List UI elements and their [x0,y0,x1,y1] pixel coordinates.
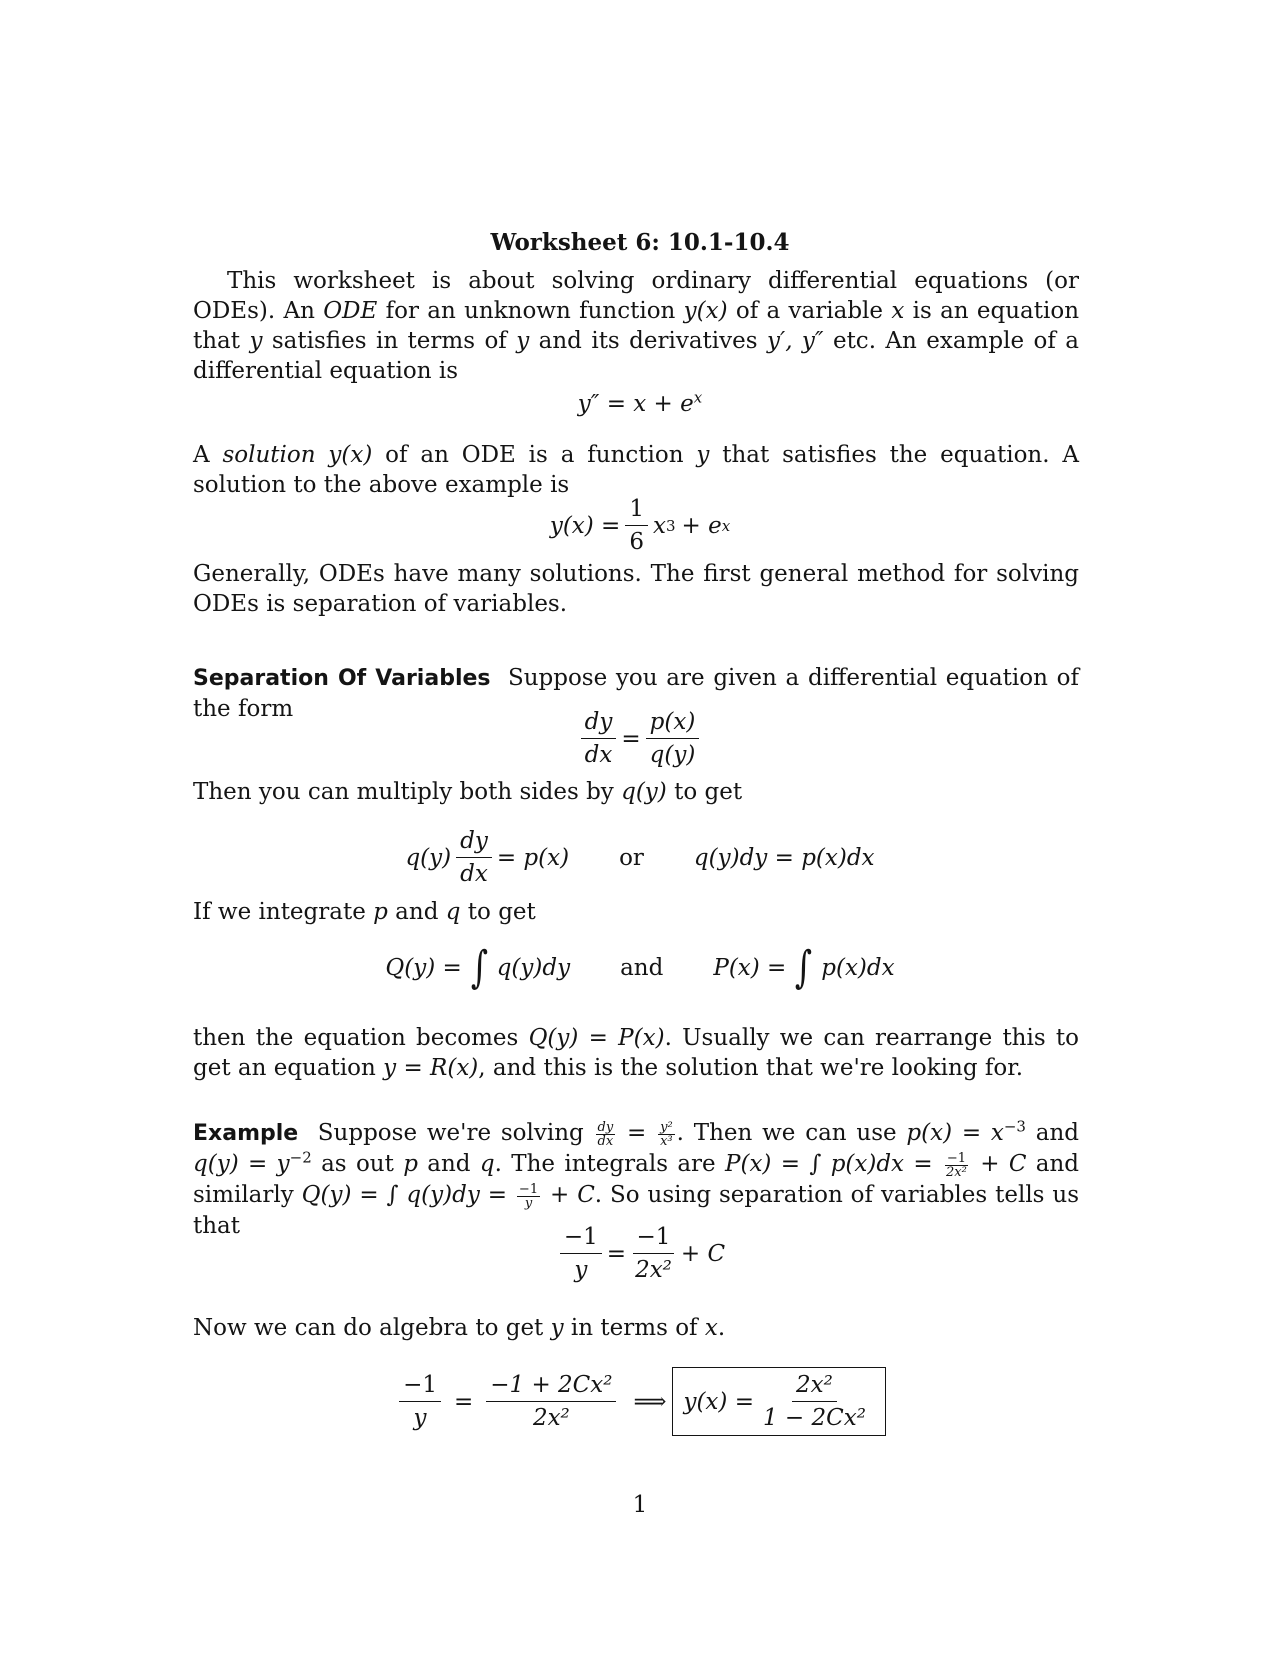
equation-integrals: Q(y) = ∫ q(y)dy and P(x) = ∫ p(x)dx [385,942,895,993]
general-paragraph: Generally, ODEs have many solutions. The first general method for solving ODEs is separation of variables. [193,561,1079,617]
equation-final-solution: $\frac{-1}{y}$ = $\frac{\text{−1 + 2Cx²}}{\text{2x²}}$ ⟹ y(x) = $\frac{\text{2x²}}{\text{1 − 2Cx²}}$ [0,1367,1280,1436]
algebra-paragraph: Now we can do algebra to get y in terms of x. [193,1315,726,1341]
integrate-paragraph: If we integrate p and q to get [193,899,536,925]
multiply-paragraph: Then you can multiply both sides by q(y) to get [193,779,743,805]
page-number: 1 [632,1492,648,1518]
solution-paragraph: A solution y(x) of an ODE is a function y that satisfies the equation. A solution to the above example is [193,442,1080,498]
equation-example-ode: $y'' = x + e^x$ [577,388,703,417]
then-paragraph: then the equation becomes Q(y) = P(x). Usually we can rearrange this to get an equation y = R(x), and this is the solution that we're looking for. [193,1025,1079,1081]
equation-example-solution: y(x) = $\frac{1}{6}$ x 3 + e x [549,496,731,555]
page-title: Worksheet 6: 10.1-10.4 [490,229,790,256]
example-paragraph: Example Suppose we're solving $\frac{dy}{dx}$ = $\frac{\text{y²}}{\text{x³}}$ . Then we can use $p(x) = x^{-3}$ and $q(y) = y^{-2}$ as out p and q. The integrals are P(x) = ∫ p(x)dx = $\frac{-1}{\text{2x²}}$ + C and similarly Q(y) = ∫ q(y)dy = $\frac{-1}{y}$ + C. So using separation of variables tells us that [193,1117,1080,1239]
equation-separated-result: $\frac{-1}{y}$ = $\frac{-1}{\text{2x²}}$ + C [0,1222,1280,1285]
separation-paragraph: Separation Of Variables Suppose you are given a differential equation of the form [193,665,1079,722]
intro-paragraph: This worksheet is about solving ordinary differential equations (or ODEs). An ODE for an unknown function y(x) of a variable x is an equation that y satisfies in terms of y and its derivatives y′, y″ etc. An example of a differential equation is [193,268,1080,384]
section-heading-example: Example [193,1121,299,1146]
equation-multiplied: q(y) $\frac{dy}{dx}$ = p(x) or q(y)dy = p(x)dx [405,828,875,887]
section-heading-separation: Separation Of Variables [193,666,491,691]
boxed-answer: y(x) = $\frac{\text{2x²}}{\text{1 − 2Cx²}}$ [672,1367,885,1436]
equation-separable-form: $\frac{dy}{dx}$ = $\frac{p(x)}{q(y)}$ [0,707,1280,770]
